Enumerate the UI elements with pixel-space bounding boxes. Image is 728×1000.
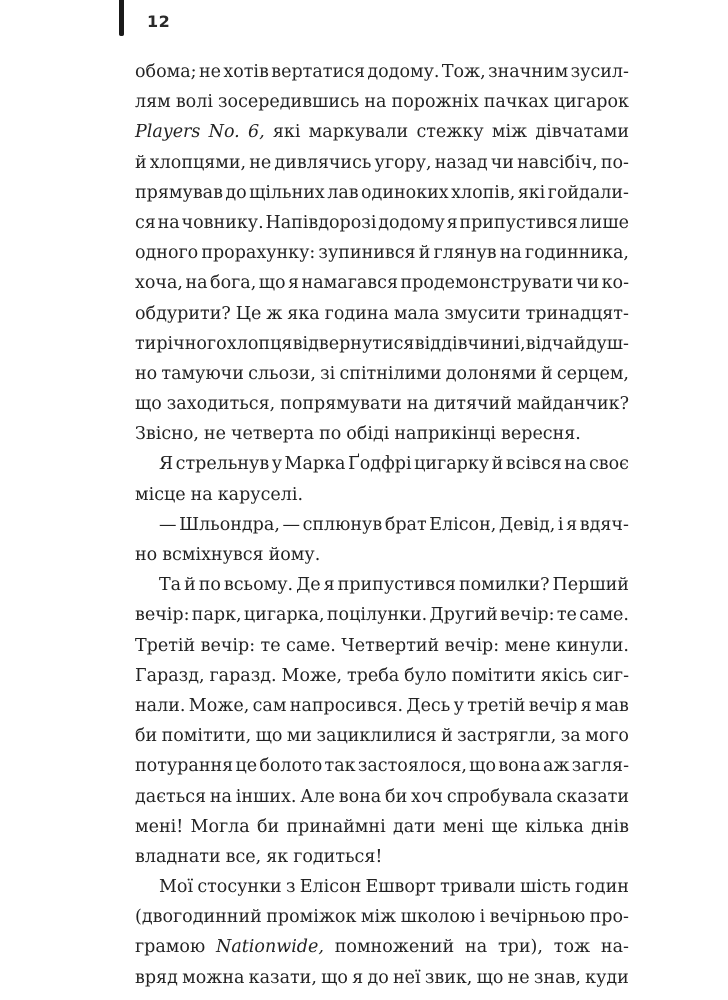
word: — (159, 514, 177, 535)
word: поцілунки. (326, 605, 428, 626)
word: цигарка, (243, 605, 325, 626)
word: Четвертий (341, 635, 440, 656)
word: ся (135, 212, 156, 233)
word: мала (393, 303, 440, 324)
word: мені (442, 816, 485, 837)
word: вона (498, 756, 541, 777)
word: вечір: (135, 605, 190, 626)
word: прорахунку: (201, 243, 316, 264)
word: 6, (247, 122, 265, 143)
word: лише (579, 212, 629, 233)
word: принаймні (286, 816, 386, 837)
text-line (135, 329, 629, 359)
word: Третій (135, 635, 196, 656)
word: би (257, 816, 280, 837)
word: припустився (337, 575, 456, 596)
word: на (209, 786, 232, 807)
word: й (441, 726, 453, 747)
word: на (564, 454, 587, 475)
word: як (266, 846, 289, 867)
word: днів (591, 816, 629, 837)
word: я (566, 514, 578, 535)
word: навсібіч, (517, 152, 598, 173)
word: потурання (135, 756, 234, 777)
text-line (135, 178, 629, 208)
word: Другий (429, 605, 498, 626)
word: на- (600, 937, 629, 958)
word: No. (208, 122, 240, 143)
text-line (135, 691, 629, 721)
word: між (360, 907, 397, 928)
word: серцем, (556, 363, 629, 384)
word: по (198, 575, 221, 596)
word: Девід, (498, 514, 556, 535)
word: Елісон, (429, 514, 497, 535)
word: Де (296, 575, 321, 596)
text-line (135, 87, 629, 117)
word: що (476, 967, 504, 988)
word: зусил- (570, 62, 629, 82)
word: Звісно, (135, 424, 199, 445)
word: стрельнув (175, 454, 270, 475)
word: Десь (406, 695, 451, 716)
word: і, (514, 333, 526, 354)
word: аж (542, 756, 570, 777)
word: до (225, 182, 247, 203)
word: не (507, 967, 530, 988)
word: обома; (135, 62, 197, 82)
word: вечір: (200, 635, 256, 656)
text-line (135, 721, 629, 751)
word: на (499, 243, 522, 264)
word: по- (600, 152, 629, 173)
word: проміжок (266, 907, 357, 928)
word: спробувала (446, 786, 553, 807)
word: обдурити? (135, 303, 231, 324)
word: дитячий (433, 394, 512, 415)
word: від (414, 333, 441, 354)
word: додому. (367, 62, 440, 82)
word: загля- (571, 756, 629, 777)
word: й (540, 363, 553, 384)
word: помітити, (161, 726, 252, 747)
word: болото (259, 756, 323, 777)
text-line (135, 661, 629, 691)
word: з (285, 877, 296, 898)
word: третій (467, 695, 526, 716)
word: вечірньою (489, 907, 586, 928)
word: дивлячись (274, 152, 372, 173)
text-line (135, 148, 629, 178)
word: ще (491, 816, 518, 837)
word: намагався (301, 273, 398, 294)
word: відвернутися (292, 333, 415, 354)
word: чи (575, 273, 600, 294)
word: владнати (135, 846, 221, 867)
text-line (135, 631, 629, 661)
word: вертатися (271, 62, 365, 82)
word: напросився. (289, 695, 404, 716)
text-line (135, 419, 629, 449)
word: значним (488, 62, 569, 82)
word: но (135, 545, 158, 565)
word: — (282, 514, 300, 535)
word: Я (159, 454, 174, 475)
word: попрямувати (280, 394, 402, 415)
word: тож (553, 937, 591, 958)
word: помножений (334, 937, 455, 958)
word: Могла (190, 816, 250, 837)
page-edge-mark (119, 0, 124, 36)
text-line (135, 117, 629, 147)
word: місце (135, 484, 186, 505)
word: Та (159, 575, 182, 596)
word: тринадцят- (525, 303, 629, 324)
text-line (135, 359, 629, 389)
word: інших. (235, 786, 297, 807)
word: грамою (135, 937, 206, 958)
word: які (272, 122, 301, 143)
text-line (135, 540, 629, 570)
word: застоялося, (357, 756, 467, 777)
text-line (135, 902, 629, 932)
word: стежку (416, 122, 484, 143)
text-line (135, 57, 629, 87)
word: майданчик? (516, 394, 629, 415)
word: хлопцями, (149, 152, 247, 173)
word: Nationwide, (216, 937, 324, 958)
word: Напівдорозі (265, 212, 377, 233)
word: хоч (411, 786, 444, 807)
word: нали. (135, 695, 186, 716)
word: хлопів, (451, 182, 516, 203)
word: Ешворт (365, 877, 436, 898)
word: Гаразд, (135, 665, 205, 686)
text-line (135, 238, 629, 268)
word: сказати (556, 786, 629, 807)
word: на (185, 273, 208, 294)
word: цигарок (553, 92, 629, 113)
word: за (560, 726, 581, 747)
word: що (135, 394, 162, 415)
word: хотів (223, 62, 269, 82)
word: у (271, 454, 282, 475)
word: всьому. (223, 575, 294, 596)
word: годиться! (293, 846, 383, 867)
word: у (453, 695, 464, 716)
word: помітити (451, 665, 536, 686)
word: Марка (284, 454, 346, 475)
text-line (135, 842, 629, 872)
word: брат (384, 514, 427, 535)
word: угору, (374, 152, 432, 173)
word: Тож, (441, 62, 486, 82)
word: якісь (540, 665, 588, 686)
word: гаразд. (209, 665, 277, 686)
word: дається (135, 786, 207, 807)
word: казати, (248, 967, 317, 988)
word: я (288, 273, 300, 294)
word: вечір: (444, 635, 500, 656)
word: мені! (135, 816, 184, 837)
word: я (580, 695, 592, 716)
word: можна (182, 967, 245, 988)
word: вечір: (500, 605, 555, 626)
word: годин (575, 877, 629, 898)
word: й (491, 454, 504, 475)
text-line (135, 751, 629, 781)
word: змусити (444, 303, 521, 324)
word: по (319, 424, 342, 445)
word: зосередившись (217, 92, 360, 113)
word: заходиться, (166, 394, 276, 415)
word: і (557, 514, 564, 535)
word: на (406, 394, 429, 415)
word: стосунки (197, 877, 282, 898)
word: я (352, 967, 364, 988)
word: Шльондра, (179, 514, 280, 535)
word: дати (392, 816, 436, 837)
word: зациклилися (316, 726, 437, 747)
word: Ґодфрі (348, 454, 412, 475)
word: те (556, 605, 577, 626)
word: вересня. (501, 424, 581, 445)
word: тамуючи (161, 363, 244, 384)
word: між (491, 122, 528, 143)
word: було (404, 665, 447, 686)
word: (двогодинний (135, 907, 262, 928)
word: обіді (346, 424, 390, 445)
word: тривали (440, 877, 516, 898)
word: і (479, 907, 486, 928)
word: долонями (445, 363, 537, 384)
text-line (135, 510, 629, 540)
text-line (135, 389, 629, 419)
word: назад (434, 152, 488, 173)
word: знав, (533, 967, 581, 988)
word: пачках (483, 92, 549, 113)
word: треба (346, 665, 400, 686)
word: саме. (579, 605, 629, 626)
word: й (418, 243, 431, 264)
page-number: 12 (147, 12, 171, 31)
word: всівся (505, 454, 562, 475)
word: все, (225, 846, 262, 867)
word: що (469, 756, 496, 777)
word: не (203, 424, 226, 445)
word: мене (504, 635, 551, 656)
word: застрягли, (457, 726, 557, 747)
word: й (184, 575, 196, 596)
word: своє (588, 454, 629, 475)
word: мого (585, 726, 629, 747)
word: звик, (424, 967, 473, 988)
word: куди (585, 967, 629, 988)
word: годинника, (524, 243, 629, 264)
word: я (446, 212, 458, 233)
word: Може, (281, 665, 343, 686)
word: Але (300, 786, 335, 807)
word: неї (392, 967, 421, 988)
word: но (135, 363, 158, 384)
word: й (135, 152, 147, 173)
word: волі (175, 92, 213, 113)
word: би (135, 726, 158, 747)
word: бога, (210, 273, 257, 294)
word: на (157, 212, 180, 233)
word: парк, (191, 605, 242, 626)
word: спітнілими (339, 363, 442, 384)
word: те (260, 635, 281, 656)
word: сам (252, 695, 287, 716)
word: Може, (188, 695, 250, 716)
word: тирічного (135, 333, 227, 354)
word: глянув (433, 243, 497, 264)
word: вряд (135, 967, 178, 988)
word: ко- (601, 273, 629, 294)
word: школою (400, 907, 476, 928)
text-line (135, 570, 629, 600)
word: маркували (308, 122, 409, 143)
word: саме. (286, 635, 336, 656)
text-line (135, 600, 629, 630)
text-line (135, 963, 629, 993)
word: лав (327, 182, 359, 203)
word: вдяч- (579, 514, 629, 535)
word: Елісон (299, 877, 362, 898)
word: каруселі. (217, 484, 304, 505)
word: ми (286, 726, 313, 747)
word: одного (135, 243, 199, 264)
word: дівчатами (535, 122, 629, 143)
word: помилки? (458, 575, 550, 596)
word: хоча, (135, 273, 183, 294)
text-line (135, 449, 629, 479)
word: що (255, 726, 283, 747)
word: прямував (135, 182, 223, 203)
text-line (135, 299, 629, 329)
word: всміхнувся (162, 545, 264, 565)
word: до (367, 967, 389, 988)
word: би (385, 786, 408, 807)
word: зі (320, 363, 336, 384)
text-line (135, 812, 629, 842)
word: на (190, 484, 213, 505)
word: три), (497, 937, 543, 958)
word: про- (589, 907, 629, 928)
word: шість (519, 877, 571, 898)
text-line (135, 480, 629, 510)
word: Перший (552, 575, 629, 596)
word: що (258, 273, 286, 294)
word: які (517, 182, 546, 203)
word: година (324, 303, 389, 324)
word: сльози, (248, 363, 316, 384)
word: на (364, 92, 387, 113)
word: кілька (525, 816, 584, 837)
word: четверта (230, 424, 315, 445)
word: йому. (268, 545, 321, 565)
word: вечір (528, 695, 578, 716)
text-line (135, 268, 629, 298)
word: Це (235, 303, 262, 324)
word: чи (490, 152, 514, 173)
word: так (324, 756, 356, 777)
word: дівчини (441, 333, 515, 354)
word: відчайдуш- (525, 333, 629, 354)
word: не (249, 152, 272, 173)
word: продемонструвати (400, 273, 574, 294)
text-line (135, 208, 629, 238)
word: зупинився (318, 243, 416, 264)
word: вона (338, 786, 382, 807)
word: припустився (459, 212, 578, 233)
word: гойдали- (547, 182, 629, 203)
word: наприкінці (394, 424, 497, 445)
text-line (135, 932, 629, 962)
word: це (235, 756, 258, 777)
word: хлопця (226, 333, 293, 354)
word: щільних (249, 182, 325, 203)
text-line (135, 782, 629, 812)
body-text (135, 57, 629, 993)
word: сплюнув (302, 514, 383, 535)
word: на (465, 937, 488, 958)
word: човнику. (181, 212, 264, 233)
word: яка (287, 303, 320, 324)
word: Players (135, 122, 201, 143)
word: сиг- (592, 665, 629, 686)
word: кинули. (556, 635, 629, 656)
word: додому (378, 212, 445, 233)
word: я (323, 575, 335, 596)
word: цигарку (414, 454, 490, 475)
word: що (321, 967, 348, 988)
word: мав (595, 695, 629, 716)
word: одиноких (361, 182, 449, 203)
word: не (198, 62, 221, 82)
word: лям (135, 92, 171, 113)
word: Мої (159, 877, 194, 898)
word: порожніх (391, 92, 479, 113)
word: ж (266, 303, 283, 324)
text-line (135, 872, 629, 902)
